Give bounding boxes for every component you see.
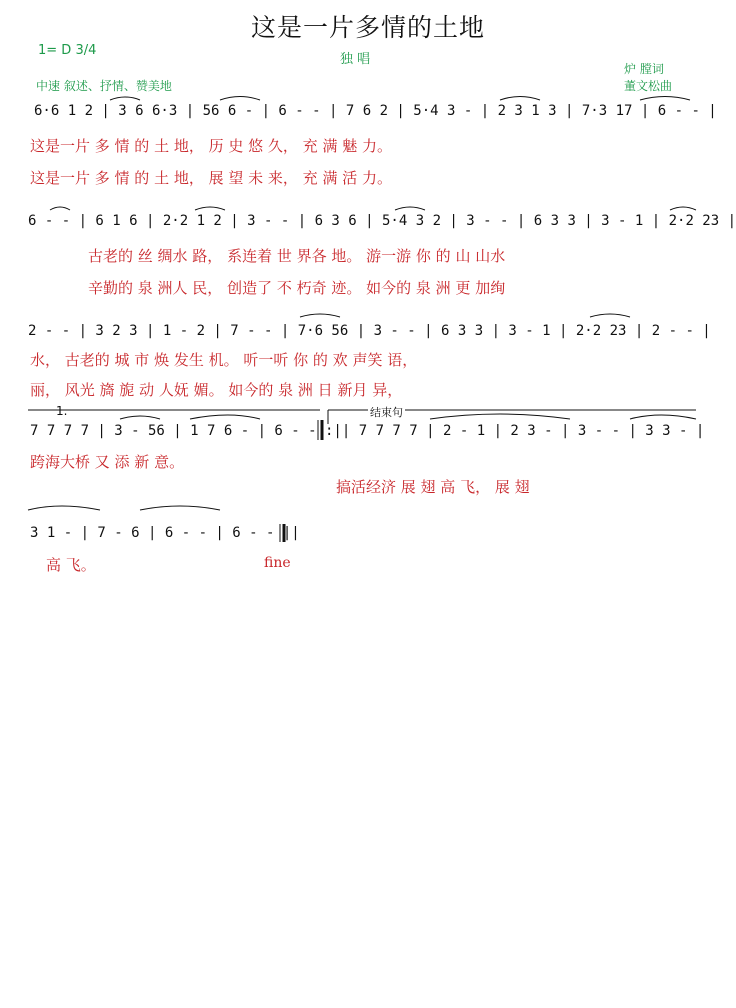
- tempo-marking: 中速 叙述、抒情、赞美地: [36, 79, 172, 93]
- lyrics-row-2-verse-2: 辛勤的 泉 洲人 民， 创造了 不 朽奇 迹。 如今的 泉 洲 更 加绚: [88, 279, 506, 297]
- lyricist-credit: 炉 膛词: [624, 62, 664, 76]
- slur: [500, 97, 540, 101]
- slur: [140, 506, 220, 510]
- notation-row-5: 3 1 - | 7 - 6 | 6 - - | 6 - - ||: [30, 525, 300, 541]
- slur: [430, 414, 570, 419]
- first-ending-label: 1.: [56, 404, 68, 418]
- lyrics-row-1-verse-1: 这是一片 多 情 的 土 地， 历 史 悠 久， 充 满 魅 力。: [30, 137, 392, 155]
- notation-row-4: 7 7 7 7 | 3 - 56 | 1 7 6 - | 6 - - :|| 7 7 7 7 | 2 - 1 | 2 3 - | 3 - - | 3 3 - |: [30, 423, 705, 439]
- slur: [300, 314, 340, 317]
- slur: [195, 207, 225, 210]
- ending-phrase-label: 结束句: [370, 406, 403, 419]
- slur: [640, 97, 690, 101]
- slur: [120, 416, 160, 419]
- lyrics-row-4-verse-2: 搞活经济 展 翅 高 飞， 展 翅: [336, 478, 530, 496]
- slur: [190, 415, 260, 419]
- key-signature: 1= D 3/4: [38, 43, 97, 58]
- slur: [630, 415, 696, 419]
- performance-type: 独 唱: [340, 52, 371, 67]
- slur: [220, 97, 260, 101]
- notation-row-3: 2 - - | 3 2 3 | 1 - 2 | 7 - - | 7·6 56 | 3 - - | 6 3 3 | 3 - 1 | 2·2 23 | 2 - - |: [28, 323, 711, 339]
- lyrics-row-2-verse-1: 古老的 丝 绸水 路， 系连着 世 界各 地。 游一游 你 的 山 山水: [88, 247, 506, 265]
- slur: [28, 506, 100, 510]
- lyrics-row-1-verse-2: 这是一片 多 情 的 土 地， 展 望 未 来， 充 满 活 力。: [30, 169, 392, 187]
- composer-credit: 董文松曲: [624, 79, 673, 93]
- slur: [395, 207, 425, 210]
- notation-row-1: 6·6 1 2 | 3 6 6·3 | 56 6 - | 6 - - | 7 6 2 | 5·4 3 - | 2 3 1 3 | 7·3 17 | 6 - - |: [34, 103, 717, 119]
- lyrics-row-4-verse-1: 跨海大桥 又 添 新 意。: [30, 453, 185, 471]
- slur: [670, 207, 696, 210]
- slur: [50, 207, 70, 210]
- fine-marking: fine: [264, 555, 291, 571]
- lyrics-row-3-verse-1: 水， 古老的 城 市 焕 发生 机。 听一听 你 的 欢 声笑 语，: [30, 351, 418, 369]
- slur: [110, 97, 140, 100]
- slur: [590, 314, 630, 317]
- notation-row-2: 6 - - | 6 1 6 | 2·2 1 2 | 3 - - | 6 3 6 | 5·4 3 2 | 3 - - | 6 3 3 | 3 - 1 | 2·2 23 |: [28, 213, 736, 229]
- lyrics-row-5-verse-1: 高 飞。: [46, 556, 96, 574]
- lyrics-row-3-verse-2: 丽， 风光 旖 旎 动 人妩 媚。 如今的 泉 洲 日 新月 异，: [30, 381, 403, 399]
- song-title: 这是一片多情的土地: [250, 13, 485, 42]
